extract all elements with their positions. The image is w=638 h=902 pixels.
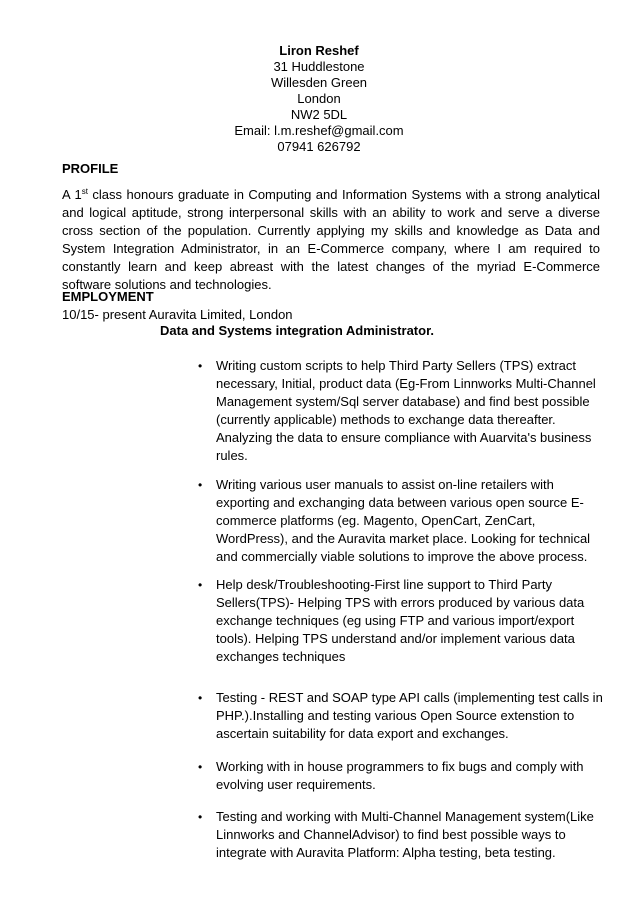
address-city: London xyxy=(297,91,341,106)
profile-text-post: class honours graduate in Computing and Information Systems with a strong analytical and logical aptitude, strong interpersonal skills with an ability to work and serve a diverse cross section of the population. Currently applying my skills and knowledge as Data and System Integration Administrator, in an E-Commerce company, where I am required to constantly learn and keep abreast with the latest changes of the myriad E-Commerce software solutions and technologies. xyxy=(62,187,601,292)
profile-text-sup: st xyxy=(81,187,88,196)
email-line: Email: l.m.reshef@gmail.com xyxy=(234,123,404,138)
phone-line: 07941 626792 xyxy=(277,139,361,154)
bullet-icon: • xyxy=(198,578,203,592)
bullet-icon: • xyxy=(198,359,203,373)
address-postcode: NW2 5DL xyxy=(290,107,348,122)
list-item-text: Help desk/Troubleshooting-First line support to Third Party Sellers(TPS)- Helping TPS with errors produced by various data exchange techniques (eg using FTP and various import/export tools). Helping TPS understand and/or implement various data exchanges techniques xyxy=(216,577,585,664)
list-item-text: Writing various user manuals to assist on-line retailers with exporting and exchanging data between various open source E-commerce platforms (eg. Magento, OpenCart, ZenCart, WordPress), and the Auravita market place. Looking for technical and commercially viable solutions to improve the above process. xyxy=(216,477,591,564)
list-item-text: Working with in house programmers to fix bugs and comply with evolving user requirements. xyxy=(216,759,584,792)
bullet-icon: • xyxy=(198,760,203,774)
bullet-icon: • xyxy=(198,691,203,705)
list-item-text: Testing and working with Multi-Channel Management system(Like Linnworks and ChannelAdvisor) to find best possible ways to integrate with Auravita Platform: Alpha testing, beta testing. xyxy=(216,809,594,860)
profile-text-pre: A 1 xyxy=(62,187,82,202)
profile-heading: PROFILE xyxy=(62,161,119,176)
candidate-name: Liron Reshef xyxy=(279,43,359,58)
contact-header xyxy=(0,43,638,155)
list-item-text: Testing - REST and SOAP type API calls (implementing test calls in PHP.).Installing and testing various Open Source extenstion to ascertain suitability for data export and exchanges. xyxy=(216,690,603,741)
job-title: Data and Systems integration Administrator. xyxy=(160,323,435,338)
address-line-1: 31 Huddlestone xyxy=(273,59,365,74)
bullet-icon: • xyxy=(198,478,203,492)
employment-period: 10/15- present Auravita Limited, London xyxy=(62,307,293,322)
list-item-text: Writing custom scripts to help Third Party Sellers (TPS) extract necessary, Initial, product data (Eg-From Linnworks Multi-Channel Management system/Sql server database) and find best possible (currently applicable) methods to exchange data thereafter. Analyzing the data to ensure compliance with Auarvita's business rules. xyxy=(216,358,596,463)
profile-paragraph xyxy=(62,186,600,294)
employment-heading: EMPLOYMENT xyxy=(62,289,154,304)
address-line-2: Willesden Green xyxy=(270,75,368,90)
bullet-icon: • xyxy=(198,810,203,824)
